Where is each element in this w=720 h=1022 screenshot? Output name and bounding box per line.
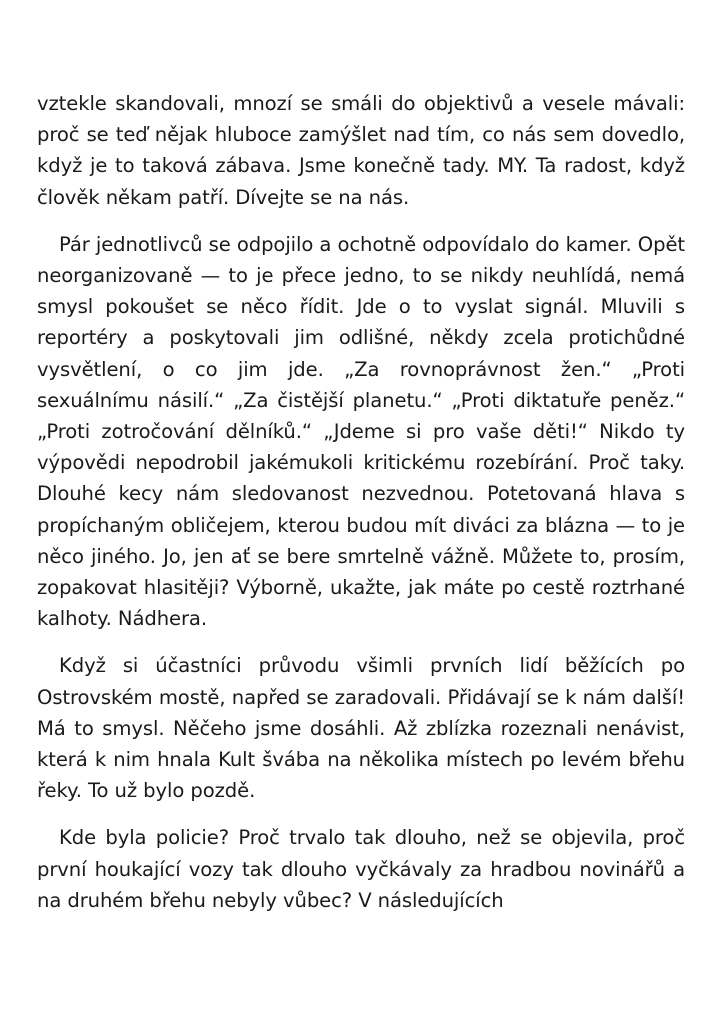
paragraph-police: Kde byla policie? Proč trvalo tak dlouho, než se objevila, proč první houkající vozy tak dlouho vyčkávaly za hradbou novinářů a na druhém břehu nebyly vůbec? V následujících [37,826,685,912]
paragraph-continued: vztekle skandovali, mnozí se smáli do objektivů a vesele mávali: proč se teď nějak hluboce zamýšlet nad tím, co nás sem dovedlo, když je to taková zábava. Jsme konečně tady. MY. Ta radost, když člověk někam patří. Dívejte se na nás. [37,92,685,209]
document-page [37,88,685,932]
paragraph-interviews: Pár jednotlivců se odpojilo a ochotně odpovídalo do kamer. Opět neorganizovaně — to je přece jedno, to se nikdy neuhlídá, nemá smysl pokoušet se něco řídit. Jde o to vyslat signál. Mluvili s reportéry a poskytovali jim odlišné, někdy zcela protichůdné vysvětlení, o co jim jde. „Za rovnoprávnost žen.“ „Proti sexuálnímu násilí.“ „Za čistější planetu.“ „Proti diktatuře peněz.“ „Proti zotročování dělníků.“ „Jdeme si pro vaše děti!“ Nikdo ty výpovědi nepodrobil jakémukoli kritickému rozebírání. Proč taky. Dlouhé kecy nám sledovanost nezvednou. Potetovaná hlava s propíchaným obličejem, kterou budou mít diváci za blázna — to je něco jiného. Jo, jen ať se bere smrtelně vážně. Můžete to, prosím, zopakovat hlasitěji? Výborně, ukažte, jak máte po cestě roztrhané kalhoty. Nádhera. [37,232,685,631]
paragraph-bridge: Když si účastníci průvodu všimli prvních lidí běžících po Ostrovském mostě, napřed se zaradovali. Přidávají se k nám další! Má to smysl. Něčeho jsme dosáhli. Až zblízka rozeznali nenávist, která k nim hnala Kult švába na několika místech po levém břehu řeky. To už bylo pozdě. [37,654,685,803]
